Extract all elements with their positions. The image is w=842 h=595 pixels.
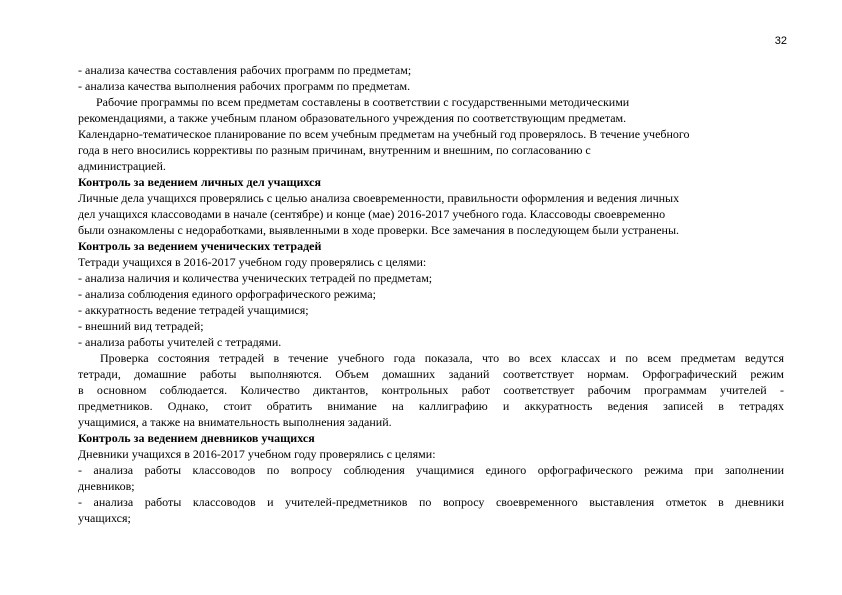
- list-item: - аккуратность ведение тетрадей учащимися;: [78, 303, 309, 317]
- list-item: - анализа работы учителей с тетрадями.: [78, 335, 282, 349]
- list-item: - внешний вид тетрадей;: [78, 319, 204, 333]
- text-line: Дневники учащихся в 2016-2017 учебном году проверялись с целями:: [78, 447, 436, 461]
- page-body: [78, 62, 784, 526]
- text-line: Тетради учащихся в 2016-2017 учебном году проверялись с целями:: [78, 255, 427, 269]
- list-item: - анализа работы классоводов и учителей-предметников по вопросу своевременного выставления отметок в дневники: [78, 495, 784, 509]
- text-line: дел учащихся классоводами в начале (сентябре) и конце (мае) 2016-2017 учебного года. Классоводы своевременно: [78, 207, 666, 221]
- list-item: - анализа соблюдения единого орфографического режима;: [78, 287, 376, 301]
- text-line: года в него вносились коррективы по разным причинам, внутренним и внешним, по согласованию с: [78, 143, 591, 157]
- paragraph-start: Рабочие программы по всем предметам составлены в соответствии с государственными методическими: [96, 95, 630, 109]
- text-line: были ознакомлены с недоработками, выявленными в ходе проверки. Все замечания в последующем были устранены.: [78, 223, 680, 237]
- text-line: в основном соблюдается. Количество диктантов, контрольных работ соответствует рабочим программам учителей -: [78, 383, 784, 397]
- list-item: - анализа работы классоводов по вопросу соблюдения учащимися единого орфографического режима при заполнении: [78, 463, 784, 477]
- text-line: тетради, домашние работы выполняются. Объем домашних заданий соответствует нормам. Орфографический режим: [78, 367, 784, 381]
- text-line: учащихся;: [78, 511, 131, 525]
- text-line: рекомендациями, а также учебным планом образовательного учреждения по соответствующим предметам.: [78, 111, 627, 125]
- text-line: - анализа качества выполнения рабочих программ по предметам.: [78, 79, 411, 93]
- text-line: - анализа качества составления рабочих программ по предметам;: [78, 63, 412, 77]
- text-line: администрацией.: [78, 159, 166, 173]
- text-line: дневников;: [78, 479, 135, 493]
- section-heading: Контроль за ведением личных дел учащихся: [78, 175, 321, 189]
- text-line: предметников. Однако, стоит обратить внимание на каллиграфию и аккуратность ведения записей в тетрадях: [78, 399, 784, 413]
- section-heading: Контроль за ведением ученических тетрадей: [78, 239, 322, 253]
- section-heading: Контроль за ведением дневников учащихся: [78, 431, 315, 445]
- paragraph-start: Проверка состояния тетрадей в течение учебного года показала, что во всех классах и по всем предметам ведутся: [100, 351, 784, 365]
- text-line: учащимися, а также на внимательность выполнения заданий.: [78, 415, 392, 429]
- list-item: - анализа наличия и количества ученических тетрадей по предметам;: [78, 271, 433, 285]
- page-number: 32: [774, 35, 787, 47]
- text-line: Календарно-тематическое планирование по всем учебным предметам на учебный год проверялось. В течение учебного: [78, 127, 690, 141]
- text-line: Личные дела учащихся проверялись с целью анализа своевременности, правильности оформления и ведения личных: [78, 191, 680, 205]
